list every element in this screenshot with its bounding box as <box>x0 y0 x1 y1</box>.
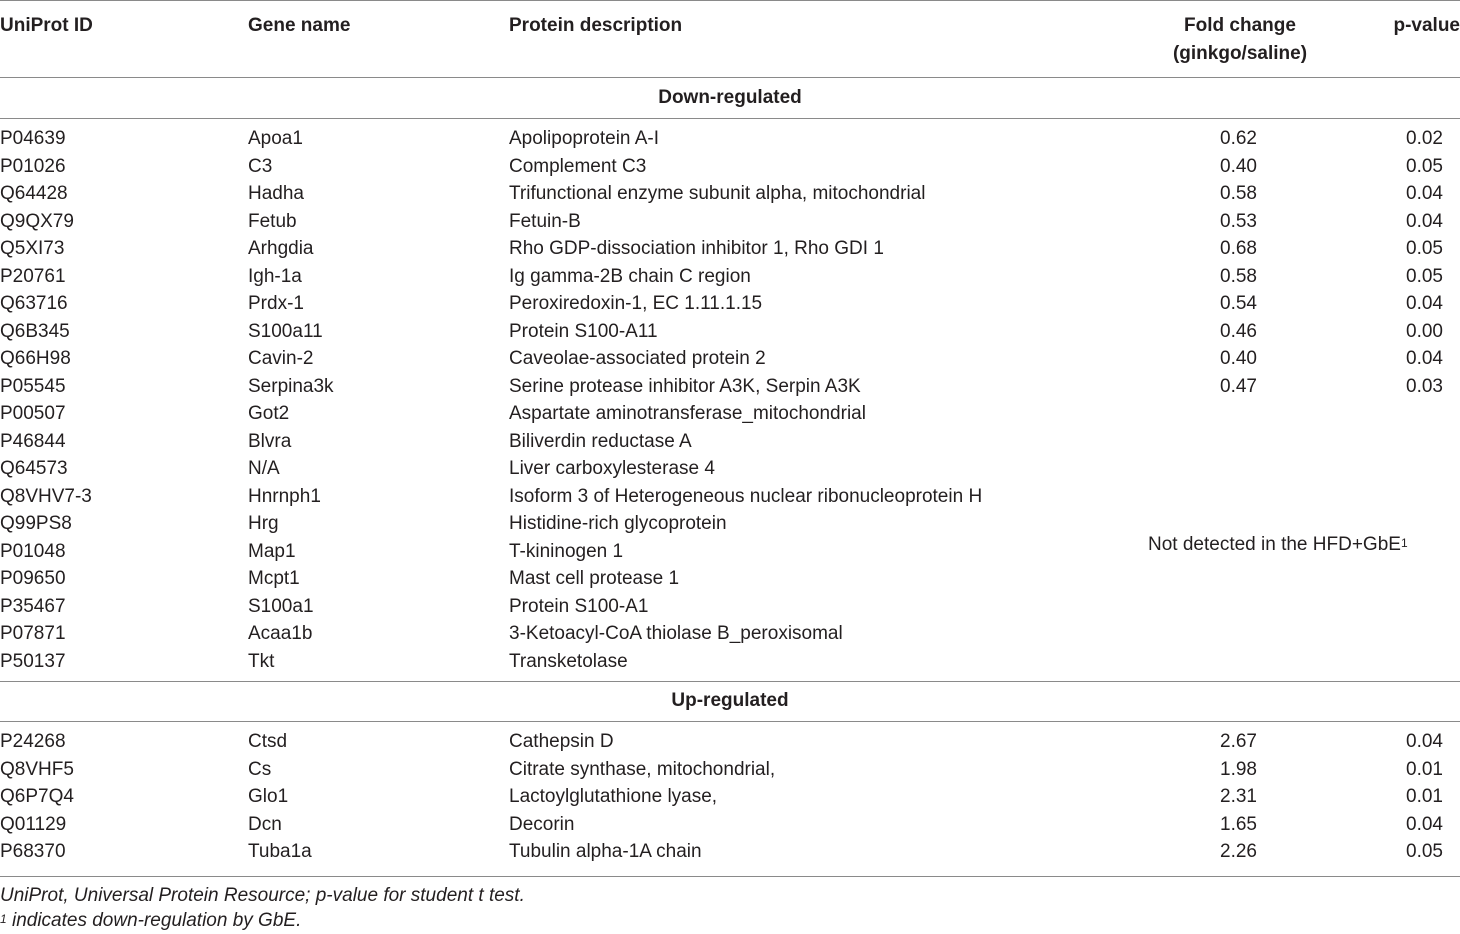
table-row <box>0 483 1460 511</box>
protein-description-cell: Decorin <box>509 813 575 835</box>
fold-change-cell: 0.68 <box>1220 238 1257 259</box>
protein-description-cell: Peroxiredoxin-1, EC 1.11.1.15 <box>509 293 763 314</box>
p-value-cell: 0.05 <box>1406 155 1443 177</box>
gene-name-cell: Cs <box>248 758 272 780</box>
header-p-value: p-value <box>1393 15 1460 36</box>
gene-name-cell: Glo1 <box>248 786 289 807</box>
fold-change-cell: 0.47 <box>1220 375 1257 397</box>
uniprot-id-cell: Q01129 <box>0 813 67 835</box>
protein-description-cell: Liver carboxylesterase 4 <box>509 458 715 479</box>
protein-description-cell: Mast cell protease 1 <box>509 568 680 589</box>
fold-change-cell: 0.46 <box>1220 320 1257 342</box>
section-down-regulated: Down-regulated <box>658 87 802 108</box>
section-down-rule <box>0 118 1460 119</box>
gene-name-cell: Map1 <box>248 540 296 562</box>
gene-name-cell: Serpina3k <box>248 375 334 397</box>
gene-name-cell: C3 <box>248 155 273 177</box>
fold-change-cell: 0.58 <box>1220 183 1257 204</box>
gene-name-cell: N/A <box>248 458 280 479</box>
uniprot-id-cell: Q64428 <box>0 183 68 204</box>
table-row <box>0 125 1460 153</box>
table-row <box>0 811 1460 839</box>
p-value-cell: 0.04 <box>1406 813 1443 835</box>
uniprot-id-cell: P09650 <box>0 568 66 589</box>
footnote-abbreviations: UniProt, Universal Protein Resource; p-value for student t test. <box>0 885 525 906</box>
table-row <box>0 728 1460 756</box>
uniprot-id-cell: Q8VHV7-3 <box>0 485 92 507</box>
gene-name-cell: S100a11 <box>248 320 323 342</box>
header-protein-description: Protein description <box>509 15 683 36</box>
protein-description-cell: Biliverdin reductase A <box>509 430 692 452</box>
gene-name-cell: Prdx-1 <box>248 293 304 314</box>
p-value-cell: 0.05 <box>1406 841 1443 862</box>
table-row <box>0 400 1460 428</box>
not-detected-footnote-mark: 1 <box>1400 536 1408 550</box>
uniprot-id-cell: P00507 <box>0 403 66 424</box>
protein-description-cell: Isoform 3 of Heterogeneous nuclear ribonucleoprotein H <box>509 485 983 507</box>
fold-change-cell: 0.53 <box>1220 210 1257 232</box>
p-value-cell: 0.04 <box>1406 348 1443 369</box>
table-row <box>0 208 1460 236</box>
gene-name-cell: Igh-1a <box>248 265 302 287</box>
uniprot-id-cell: P50137 <box>0 650 66 672</box>
table-row <box>0 620 1460 648</box>
protein-description-cell: Transketolase <box>509 650 628 672</box>
gene-name-cell: Acaa1b <box>248 623 313 644</box>
gene-name-cell: Blvra <box>248 430 292 452</box>
table-top-rule <box>0 0 1460 1</box>
uniprot-id-cell: Q64573 <box>0 458 68 479</box>
footnote-downregulation-text: indicates down-regulation by GbE. <box>6 910 302 931</box>
table-row <box>0 455 1460 483</box>
gene-name-cell: S100a1 <box>248 595 314 617</box>
protein-description-cell: T-kininogen 1 <box>509 540 624 562</box>
header-bottom-rule <box>0 77 1460 78</box>
table-row <box>0 318 1460 346</box>
header-fold-change-line2: (ginkgo/saline) <box>1172 43 1308 64</box>
table-bottom-rule <box>0 876 1460 877</box>
protein-description-cell: Protein S100-A11 <box>509 320 658 342</box>
fold-change-cell: 0.58 <box>1220 265 1257 287</box>
table-row <box>0 263 1460 291</box>
uniprot-id-cell: P20761 <box>0 265 66 287</box>
uniprot-id-cell: P07871 <box>0 623 66 644</box>
protein-description-cell: Cathepsin D <box>509 731 614 752</box>
gene-name-cell: Mcpt1 <box>248 568 300 589</box>
uniprot-id-cell: Q99PS8 <box>0 513 72 534</box>
fold-change-cell: 2.67 <box>1220 731 1257 752</box>
gene-name-cell: Tkt <box>248 650 275 672</box>
p-value-cell: 0.01 <box>1406 758 1443 780</box>
gene-name-cell: Arhgdia <box>248 238 314 259</box>
table-row <box>0 235 1460 263</box>
gene-name-cell: Dcn <box>248 813 282 835</box>
protein-description-cell: Caveolae-associated protein 2 <box>509 348 766 369</box>
uniprot-id-cell: Q66H98 <box>0 348 71 369</box>
fold-change-cell: 0.40 <box>1220 155 1257 177</box>
fold-change-cell: 0.62 <box>1220 128 1257 149</box>
uniprot-id-cell: P24268 <box>0 731 66 752</box>
protein-description-cell: Trifunctional enzyme subunit alpha, mitochondrial <box>509 183 926 204</box>
p-value-cell: 0.05 <box>1406 238 1443 259</box>
protein-description-cell: Histidine-rich glycoprotein <box>509 513 727 534</box>
uniprot-id-cell: Q6B345 <box>0 320 70 342</box>
fold-change-cell: 0.40 <box>1220 348 1257 369</box>
uniprot-id-cell: P05545 <box>0 375 66 397</box>
protein-description-cell: Rho GDP-dissociation inhibitor 1, Rho GDI 1 <box>509 238 884 259</box>
protein-description-cell: Aspartate aminotransferase_mitochondrial <box>509 403 866 424</box>
fold-change-cell: 1.98 <box>1220 758 1257 780</box>
gene-name-cell: Hnrnph1 <box>248 485 321 507</box>
table-row <box>0 180 1460 208</box>
gene-name-cell: Hadha <box>248 183 304 204</box>
uniprot-id-cell: P46844 <box>0 430 66 452</box>
fold-change-cell: 2.26 <box>1220 841 1257 862</box>
protein-description-cell: Protein S100-A1 <box>509 595 649 617</box>
p-value-cell: 0.02 <box>1406 128 1443 149</box>
table-row <box>0 783 1460 811</box>
table-row <box>0 648 1460 676</box>
uniprot-id-cell: P01048 <box>0 540 66 562</box>
protein-description-cell: Complement C3 <box>509 155 647 177</box>
protein-description-cell: Apolipoprotein A-I <box>509 128 659 149</box>
table-row <box>0 345 1460 373</box>
uniprot-id-cell: Q8VHF5 <box>0 758 74 780</box>
gene-name-cell: Fetub <box>248 210 297 232</box>
table-row <box>0 593 1460 621</box>
header-fold-change-line1: Fold change <box>1184 15 1296 36</box>
protein-description-cell: Citrate synthase, mitochondrial, <box>509 758 776 780</box>
p-value-cell: 0.04 <box>1406 210 1443 232</box>
p-value-cell: 0.03 <box>1406 375 1443 397</box>
header-uniprot-id: UniProt ID <box>0 15 93 36</box>
gene-name-cell: Tuba1a <box>248 841 312 862</box>
gene-name-cell: Apoa1 <box>248 128 303 149</box>
uniprot-id-cell: Q63716 <box>0 293 68 314</box>
protein-description-cell: Serine protease inhibitor A3K, Serpin A3K <box>509 375 861 397</box>
protein-description-cell: Ig gamma-2B chain C region <box>509 265 751 287</box>
footnote-downregulation <box>0 908 301 934</box>
table-row <box>0 838 1460 866</box>
table-row <box>0 153 1460 181</box>
table-row <box>0 290 1460 318</box>
fold-change-cell: 0.54 <box>1220 293 1257 314</box>
gene-name-cell: Got2 <box>248 403 290 424</box>
fold-change-cell: 1.65 <box>1220 813 1257 835</box>
uniprot-id-cell: P04639 <box>0 128 66 149</box>
uniprot-id-cell: P68370 <box>0 841 66 862</box>
table-row <box>0 373 1460 401</box>
p-value-cell: 0.05 <box>1406 265 1443 287</box>
header-gene-name: Gene name <box>248 15 351 36</box>
p-value-cell: 0.04 <box>1406 293 1443 314</box>
not-detected-text: Not detected in the HFD+GbE <box>1148 534 1401 555</box>
uniprot-id-cell: P35467 <box>0 595 66 617</box>
footnote-mark: 1 <box>0 912 7 926</box>
not-detected-note <box>1148 531 1408 559</box>
uniprot-id-cell: P01026 <box>0 155 66 177</box>
p-value-cell: 0.04 <box>1406 731 1443 752</box>
p-value-cell: 0.00 <box>1406 320 1443 342</box>
p-value-cell: 0.01 <box>1406 786 1443 807</box>
uniprot-id-cell: Q5XI73 <box>0 238 65 259</box>
table-row <box>0 428 1460 456</box>
gene-name-cell: Cavin-2 <box>248 348 314 369</box>
protein-description-cell: Fetuin-B <box>509 210 581 232</box>
section-up-top-rule <box>0 681 1460 682</box>
table-row <box>0 756 1460 784</box>
fold-change-cell: 2.31 <box>1220 786 1257 807</box>
p-value-cell: 0.04 <box>1406 183 1443 204</box>
protein-description-cell: Lactoylglutathione lyase, <box>509 786 718 807</box>
gene-name-cell: Hrg <box>248 513 279 534</box>
protein-description-cell: Tubulin alpha-1A chain <box>509 841 702 862</box>
gene-name-cell: Ctsd <box>248 731 288 752</box>
uniprot-id-cell: Q9QX79 <box>0 210 74 232</box>
section-up-regulated: Up-regulated <box>671 690 789 711</box>
protein-description-cell: 3-Ketoacyl-CoA thiolase B_peroxisomal <box>509 623 843 644</box>
table-row <box>0 565 1460 593</box>
header-fold-change <box>1160 12 1320 68</box>
uniprot-id-cell: Q6P7Q4 <box>0 786 74 807</box>
section-up-rule <box>0 721 1460 722</box>
